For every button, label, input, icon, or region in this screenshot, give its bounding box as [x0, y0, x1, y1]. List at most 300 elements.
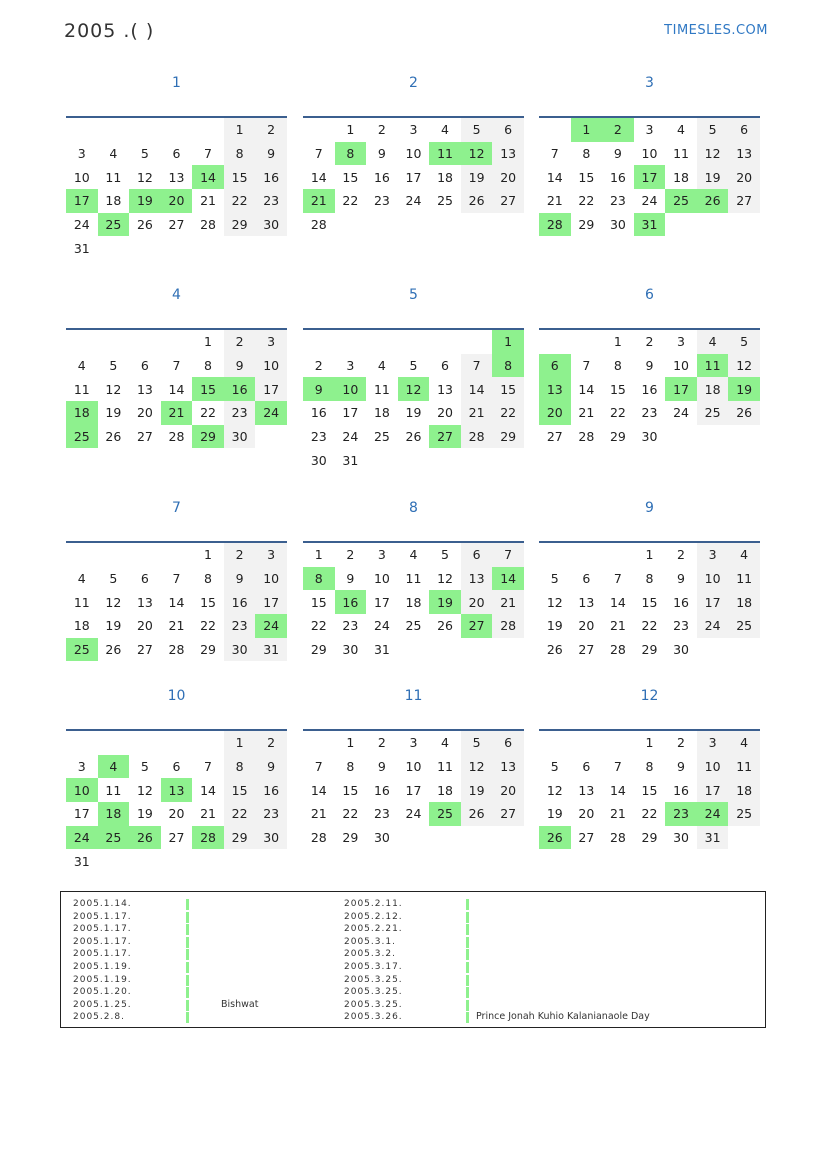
day-cell: 4 — [98, 755, 130, 779]
day-cell: 14 — [609, 782, 626, 798]
day-cell: 28 — [168, 642, 185, 658]
day-cell: 12 — [398, 377, 430, 401]
day-cell: 16 — [310, 405, 327, 421]
day-cell: 3 — [255, 330, 287, 354]
day-cell: 6 — [492, 118, 524, 142]
day-blank — [602, 731, 634, 755]
day-cell: 7 — [582, 358, 591, 374]
holiday-marker — [186, 975, 189, 986]
day-cell: 9 — [255, 755, 287, 779]
day-cell: 20 — [136, 618, 153, 634]
day-cell: 15 — [641, 782, 658, 798]
day-cell: 18 — [728, 590, 760, 614]
day-cell: 29 — [578, 217, 595, 233]
day-blank — [129, 330, 161, 354]
day-cell: 27 — [168, 217, 185, 233]
day-cell: 16 — [641, 381, 658, 397]
holiday-marker — [466, 975, 469, 986]
day-cell: 18 — [373, 405, 390, 421]
day-cell: 20 — [578, 618, 595, 634]
day-cell: 22 — [609, 405, 626, 421]
day-cell: 8 — [224, 142, 256, 166]
day-cell: 15 — [342, 782, 359, 798]
day-cell: 9 — [224, 567, 256, 591]
day-cell: 14 — [578, 381, 595, 397]
day-cell: 24 — [255, 401, 287, 425]
day-cell: 17 — [373, 594, 390, 610]
day-cell: 16 — [255, 778, 287, 802]
day-cell: 23 — [665, 802, 697, 826]
day-cell: 16 — [373, 782, 390, 798]
day-cell: 25 — [697, 401, 729, 425]
holiday-marker — [186, 987, 189, 998]
holiday-marker — [466, 937, 469, 948]
holiday-row — [73, 961, 343, 974]
day-cell: 16 — [224, 590, 256, 614]
day-blank — [98, 731, 130, 755]
day-cell: 2 — [255, 118, 287, 142]
month-title: 4 — [172, 287, 181, 303]
month-block — [66, 70, 287, 260]
day-cell: 27 — [728, 189, 760, 213]
holiday-marker — [466, 949, 469, 960]
day-cell: 4 — [377, 358, 386, 374]
day-cell: 29 — [641, 830, 658, 846]
day-cell: 13 — [136, 381, 153, 397]
day-cell: 19 — [405, 405, 422, 421]
day-cell: 16 — [673, 782, 689, 798]
day-cell: 24 — [697, 614, 729, 638]
day-cell: 5 — [461, 731, 493, 755]
day-cell: 16 — [255, 165, 287, 189]
day-cell: 8 — [645, 571, 654, 587]
day-cell: 17 — [255, 590, 287, 614]
holiday-date: 2005.2.11. — [344, 899, 403, 909]
day-blank — [366, 330, 398, 354]
day-grid — [303, 118, 524, 236]
day-cell: 14 — [310, 782, 327, 798]
day-grid — [303, 330, 524, 472]
day-cell: 11 — [728, 567, 760, 591]
day-cell: 30 — [255, 826, 287, 850]
day-cell: 31 — [634, 213, 666, 237]
day-cell: 6 — [140, 358, 149, 374]
day-cell: 25 — [98, 826, 130, 850]
day-cell: 12 — [728, 354, 760, 378]
day-cell: 9 — [346, 571, 355, 587]
day-cell: 18 — [437, 169, 453, 185]
day-cell: 12 — [697, 142, 729, 166]
day-cell: 24 — [405, 806, 422, 822]
day-cell: 23 — [255, 802, 287, 826]
day-cell: 4 — [677, 122, 685, 138]
day-cell: 5 — [109, 571, 118, 587]
day-cell: 10 — [641, 146, 658, 162]
day-cell: 18 — [437, 782, 453, 798]
day-cell: 4 — [441, 122, 449, 138]
day-cell: 1 — [314, 547, 323, 563]
day-cell: 3 — [377, 547, 386, 563]
day-cell: 7 — [613, 759, 622, 775]
day-cell: 12 — [461, 142, 493, 166]
day-cell: 11 — [429, 142, 461, 166]
day-cell: 7 — [172, 358, 181, 374]
day-cell: 20 — [492, 778, 524, 802]
month-block — [539, 70, 760, 236]
day-cell: 30 — [673, 830, 689, 846]
day-cell: 6 — [172, 146, 181, 162]
month-block — [539, 683, 760, 849]
day-cell: 1 — [492, 330, 524, 354]
day-cell: 5 — [697, 118, 729, 142]
day-cell: 18 — [66, 401, 98, 425]
day-blank — [571, 543, 603, 567]
day-cell: 29 — [192, 425, 224, 449]
day-cell: 27 — [578, 642, 595, 658]
day-grid — [66, 118, 287, 260]
day-blank — [539, 118, 571, 142]
day-cell: 24 — [73, 217, 90, 233]
day-blank — [303, 118, 335, 142]
day-cell: 19 — [546, 618, 563, 634]
day-blank — [602, 543, 634, 567]
day-cell: 26 — [136, 217, 153, 233]
day-cell: 24 — [66, 826, 98, 850]
day-cell: 30 — [224, 638, 256, 662]
day-cell: 15 — [224, 165, 256, 189]
day-cell: 14 — [168, 594, 185, 610]
day-cell: 19 — [461, 778, 493, 802]
day-cell: 8 — [204, 358, 212, 374]
day-cell: 25 — [66, 425, 98, 449]
day-cell: 30 — [310, 452, 327, 468]
day-cell: 3 — [645, 122, 654, 138]
day-cell: 21 — [609, 618, 626, 634]
day-cell: 14 — [609, 594, 626, 610]
day-cell: 3 — [77, 759, 86, 775]
month-block — [303, 282, 524, 472]
day-cell: 13 — [492, 142, 524, 166]
day-cell: 13 — [136, 594, 153, 610]
day-cell: 27 — [168, 830, 185, 846]
day-cell: 1 — [224, 118, 256, 142]
day-cell: 26 — [437, 618, 453, 634]
day-cell: 30 — [224, 425, 256, 449]
month-block — [539, 282, 760, 448]
day-cell: 5 — [550, 571, 559, 587]
day-cell: 28 — [200, 217, 216, 233]
day-cell: 30 — [609, 217, 626, 233]
day-cell: 14 — [461, 377, 493, 401]
day-cell: 5 — [109, 358, 118, 374]
day-cell: 19 — [136, 806, 153, 822]
day-cell: 2 — [255, 731, 287, 755]
day-cell: 29 — [224, 826, 256, 850]
day-cell: 17 — [665, 377, 697, 401]
day-cell: 27 — [136, 429, 153, 445]
day-cell: 22 — [578, 193, 595, 209]
month-title: 5 — [409, 287, 418, 303]
day-cell: 23 — [373, 806, 390, 822]
day-grid — [66, 543, 287, 661]
day-cell: 3 — [409, 735, 418, 751]
day-cell: 11 — [73, 381, 90, 397]
day-cell: 11 — [673, 146, 689, 162]
day-cell: 30 — [342, 642, 359, 658]
month-title: 11 — [404, 688, 423, 704]
day-cell: 10 — [255, 567, 287, 591]
day-cell: 13 — [437, 381, 453, 397]
day-cell: 24 — [373, 618, 390, 634]
holiday-marker — [466, 899, 469, 910]
day-cell: 25 — [98, 213, 130, 237]
day-cell: 17 — [255, 377, 287, 401]
day-cell: 1 — [346, 735, 355, 751]
day-cell: 26 — [546, 642, 563, 658]
day-cell: 4 — [109, 146, 118, 162]
day-cell: 27 — [136, 642, 153, 658]
holiday-date: 2005.3.25. — [344, 974, 403, 985]
day-blank — [192, 118, 224, 142]
day-cell: 4 — [77, 358, 86, 374]
day-blank — [66, 731, 98, 755]
day-cell: 30 — [641, 429, 658, 445]
day-cell: 25 — [66, 638, 98, 662]
day-cell: 31 — [342, 452, 359, 468]
day-cell: 26 — [461, 189, 493, 213]
day-cell: 18 — [98, 802, 130, 826]
day-blank — [129, 118, 161, 142]
holiday-marker — [186, 937, 189, 948]
day-cell: 20 — [161, 189, 193, 213]
month-title: 1 — [172, 75, 181, 91]
day-cell: 15 — [578, 169, 595, 185]
holiday-marker — [186, 1012, 189, 1023]
day-cell: 4 — [728, 543, 760, 567]
day-blank — [303, 731, 335, 755]
day-cell: 7 — [613, 571, 622, 587]
day-cell: 25 — [373, 429, 390, 445]
day-cell: 10 — [66, 778, 98, 802]
day-blank — [192, 731, 224, 755]
day-cell: 24 — [673, 405, 689, 421]
day-cell: 7 — [314, 146, 323, 162]
day-cell: 23 — [673, 618, 689, 634]
day-cell: 4 — [77, 571, 86, 587]
day-cell: 21 — [168, 618, 185, 634]
day-grid — [539, 118, 760, 236]
day-grid — [303, 543, 524, 661]
holiday-marker — [466, 912, 469, 923]
day-cell: 13 — [492, 755, 524, 779]
day-cell: 28 — [539, 213, 571, 237]
month-block — [66, 282, 287, 448]
day-cell: 11 — [73, 594, 90, 610]
day-cell: 9 — [613, 146, 622, 162]
holiday-row — [73, 923, 343, 936]
day-cell: 6 — [492, 731, 524, 755]
day-cell: 3 — [697, 731, 729, 755]
day-cell: 10 — [697, 567, 729, 591]
holiday-date: 2005.3.26. — [344, 1012, 403, 1023]
day-cell: 4 — [697, 330, 729, 354]
day-cell: 13 — [578, 594, 595, 610]
day-cell: 28 — [310, 217, 327, 233]
holiday-date: 2005.1.14. — [73, 899, 132, 909]
day-cell: 17 — [697, 778, 729, 802]
day-blank — [571, 330, 603, 354]
day-cell: 11 — [728, 755, 760, 779]
day-cell: 1 — [346, 122, 355, 138]
day-cell: 25 — [728, 802, 760, 826]
holiday-date: 2005.2.8. — [73, 1012, 125, 1023]
day-cell: 8 — [645, 759, 654, 775]
holiday-date: 2005.3.17. — [344, 961, 403, 972]
page-title: 2005 .( ) — [64, 20, 155, 42]
day-cell: 16 — [224, 377, 256, 401]
day-cell: 9 — [377, 146, 386, 162]
day-cell: 29 — [641, 642, 658, 658]
holiday-date: 2005.3.25. — [344, 987, 403, 998]
day-cell: 2 — [677, 735, 685, 751]
day-cell: 20 — [539, 401, 571, 425]
day-blank — [161, 330, 193, 354]
site-link[interactable]: TIMESLES.COM — [664, 23, 768, 38]
day-cell: 19 — [429, 590, 461, 614]
day-cell: 3 — [409, 122, 418, 138]
day-cell: 25 — [437, 193, 453, 209]
day-cell: 4 — [728, 731, 760, 755]
day-cell: 20 — [492, 165, 524, 189]
day-cell: 21 — [303, 189, 335, 213]
day-cell: 23 — [310, 429, 327, 445]
holiday-marker — [186, 899, 189, 910]
holiday-date: 2005.3.1. — [344, 936, 396, 947]
holiday-row — [73, 936, 343, 949]
month-block — [303, 683, 524, 849]
holiday-row — [73, 1011, 343, 1024]
day-blank — [539, 543, 571, 567]
day-cell: 27 — [578, 830, 595, 846]
day-cell: 6 — [582, 571, 591, 587]
day-cell: 19 — [105, 618, 122, 634]
holiday-column-right — [344, 898, 754, 1024]
month-block — [66, 495, 287, 661]
day-cell: 26 — [697, 189, 729, 213]
day-cell: 8 — [346, 759, 355, 775]
day-blank — [98, 330, 130, 354]
day-cell: 22 — [641, 618, 658, 634]
day-cell: 30 — [373, 830, 390, 846]
day-cell: 28 — [461, 425, 493, 449]
holiday-marker — [466, 1000, 469, 1011]
holiday-date: 2005.1.17. — [73, 911, 132, 922]
day-cell: 18 — [697, 377, 729, 401]
day-cell: 10 — [335, 377, 367, 401]
day-cell: 26 — [105, 429, 122, 445]
holiday-date: 2005.2.12. — [344, 911, 403, 922]
day-cell: 21 — [546, 193, 563, 209]
day-cell: 10 — [405, 759, 422, 775]
month-title: 7 — [172, 500, 181, 516]
day-cell: 23 — [255, 189, 287, 213]
day-cell: 8 — [492, 354, 524, 378]
day-cell: 31 — [373, 642, 390, 658]
day-blank — [66, 118, 98, 142]
day-cell: 18 — [105, 193, 122, 209]
day-grid — [539, 330, 760, 448]
month-title: 2 — [409, 75, 418, 91]
day-cell: 23 — [224, 614, 256, 638]
day-cell: 31 — [697, 826, 729, 850]
month-block — [303, 495, 524, 661]
day-cell: 31 — [255, 638, 287, 662]
holiday-row — [73, 898, 343, 911]
day-cell: 13 — [578, 782, 595, 798]
day-cell: 22 — [200, 618, 216, 634]
holiday-row — [344, 999, 754, 1012]
day-cell: 21 — [461, 401, 493, 425]
day-blank — [161, 118, 193, 142]
day-cell: 21 — [200, 806, 216, 822]
day-cell: 2 — [346, 547, 355, 563]
day-cell: 19 — [105, 405, 122, 421]
day-cell: 1 — [613, 334, 622, 350]
day-cell: 17 — [634, 165, 666, 189]
day-blank — [398, 330, 430, 354]
day-cell: 26 — [105, 642, 122, 658]
day-cell: 24 — [405, 193, 422, 209]
day-cell: 20 — [168, 806, 185, 822]
day-cell: 2 — [602, 118, 634, 142]
day-cell: 17 — [405, 169, 422, 185]
day-cell: 22 — [342, 806, 359, 822]
day-cell: 13 — [168, 169, 185, 185]
holiday-marker — [466, 962, 469, 973]
day-cell: 29 — [224, 213, 256, 237]
holiday-column-left — [73, 898, 343, 1024]
day-cell: 9 — [377, 759, 386, 775]
holiday-row — [344, 961, 754, 974]
holiday-name: Prince Jonah Kuhio Kalanianaole Day — [476, 1011, 650, 1023]
day-blank — [66, 330, 98, 354]
day-cell: 20 — [461, 590, 493, 614]
day-cell: 11 — [105, 782, 122, 798]
day-grid — [66, 330, 287, 448]
day-cell: 22 — [310, 618, 327, 634]
day-cell: 10 — [697, 755, 729, 779]
day-cell: 13 — [161, 778, 193, 802]
day-cell: 14 — [168, 381, 185, 397]
day-blank — [98, 118, 130, 142]
day-cell: 6 — [441, 358, 449, 374]
month-title: 12 — [640, 688, 659, 704]
month-title: 9 — [645, 500, 654, 516]
day-cell: 5 — [550, 759, 559, 775]
day-cell: 25 — [665, 189, 697, 213]
holiday-marker — [186, 1000, 189, 1011]
day-cell: 26 — [129, 826, 161, 850]
month-title: 6 — [645, 287, 654, 303]
day-cell: 10 — [73, 169, 90, 185]
day-cell: 10 — [405, 146, 422, 162]
holiday-marker — [186, 924, 189, 935]
day-cell: 2 — [377, 122, 386, 138]
holiday-date: 2005.1.20. — [73, 987, 132, 998]
day-cell: 11 — [697, 354, 729, 378]
day-cell: 18 — [73, 618, 90, 634]
holiday-row — [344, 923, 754, 936]
